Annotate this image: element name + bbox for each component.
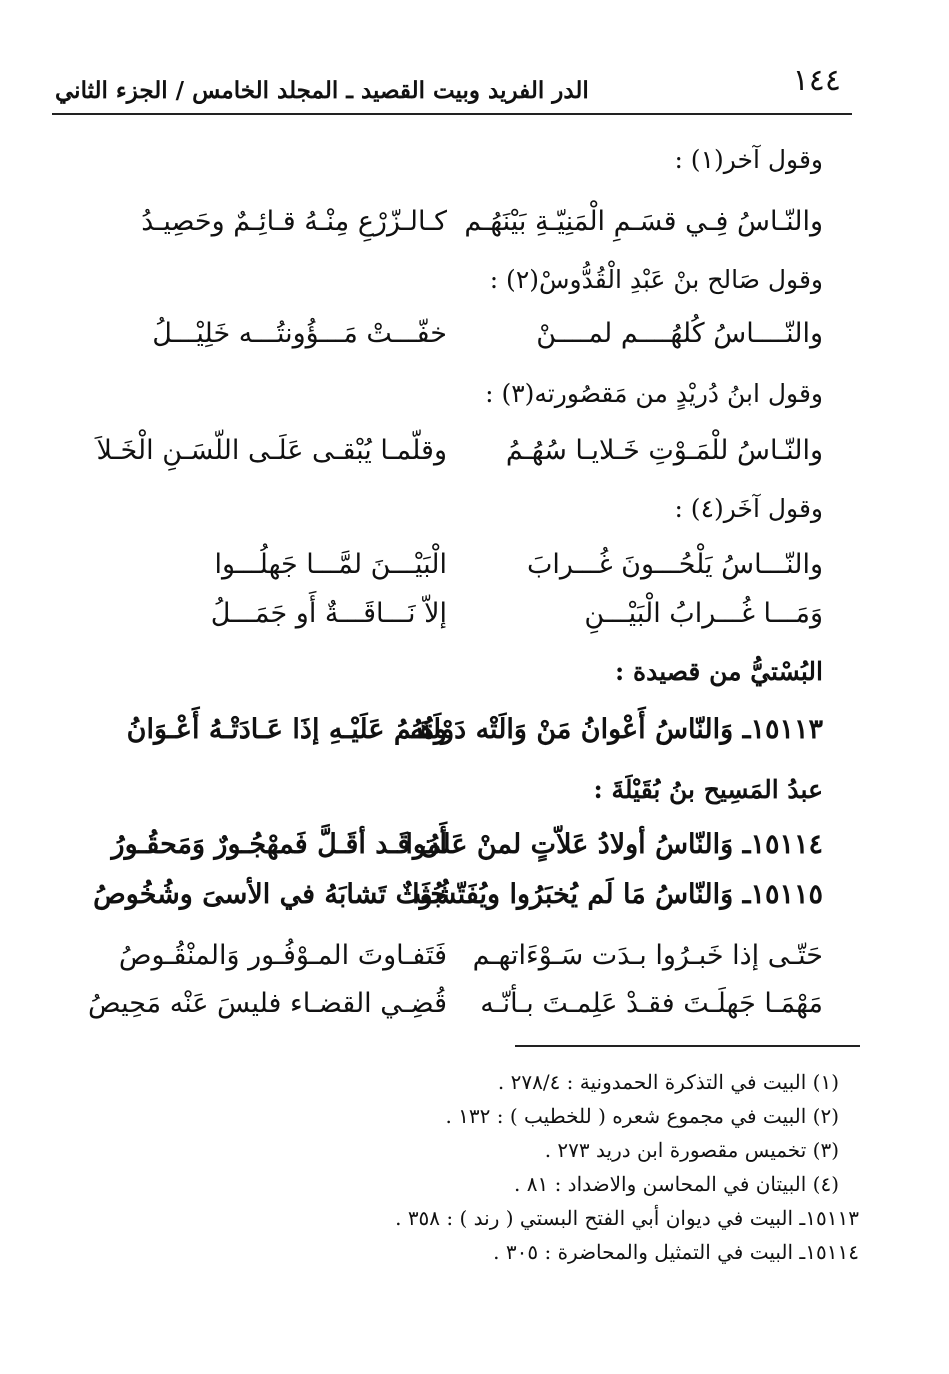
footnote: ١٥١١٣ـ البيت في ديوان أبي الفتح البستي ( رند ) : ٣٥٨ . [395,1206,859,1230]
verse-second-hemistich: فَتَفـاوتَ المـوْفُـور وَالمنْقُـوصُ [118,940,447,971]
verse-second-hemistich: جُثَثٌ تَشابَهُ في الأسىَ وشُخُوصُ [93,879,447,910]
verse-second-hemistich: أَن قَـد أقَـلَّ فَمهْجُـورٌ وَمَحقُـورُ [111,829,447,860]
page-number: ١٤٤ [792,63,841,98]
intro-line: عبدُ المَسِيح بنُ بُقَيْلَةَ : [593,775,823,804]
footnote-separator [515,1045,860,1047]
verse-first-hemistich: والنّــــاسُ كُلهُــــم لمــــنْ [536,318,823,349]
intro-line: البُسْتيُّ من قصيدة : [615,657,823,686]
running-title: الدر الفريد وبيت القصيد ـ المجلد الخامس / الجزء الثاني [55,77,589,104]
intro-line: وقول صَالح بنْ عَبْدِ الْقُدُّوسْ(٢) : [489,265,823,294]
header-rule [52,113,852,115]
verse-first-hemistich: والنّـاسُ للْمَـوْتِ خَـلايـا سُهُـمُ [505,435,823,466]
footnote: ١٥١١٤ـ البيت في التمثيل والمحاضرة : ٣٠٥ . [493,1240,859,1264]
verse-first-hemistich: والنّـاسُ فِـي قسَـمِ الْمَنِيّـةِ بَيْنَهُـم [464,206,823,237]
verse-first-hemistich: مَهْمَـا جَهلَـتَ فقـدْ عَلِمـتَ بـأنّـه [480,988,823,1019]
intro-line: وقول آخَر(٤) : [674,494,823,523]
verse-second-hemistich: خفّـــتْ مَـــؤُونتُـــه خَلِيْـــلُ [152,318,447,349]
footnote: (٢) البيت في مجموع شعره ( للخطيب ) : ١٣٢ . [445,1104,839,1128]
verse-second-hemistich: الْبَيْـــنَ لمَّـــا جَهلُـــوا [214,549,447,580]
verse-first-hemistich: ١٥١١٥ـ وَالنّاسُ مَا لَم يُخبَرُوا ويُفَتّشُوا [412,879,823,910]
verse-first-hemistich: وَمَـــا غُـــرابُ الْبَيْـــنِ [584,598,823,629]
verse-second-hemistich: وهَـمُ عَلَيْـهِ إذَا عَـادَتْـهُ أَعْـوَانُ [126,714,447,745]
verse-second-hemistich: وقلّمـا يُبْقـى عَلَـى اللّسَـنِ الْخَـلاَ [96,435,447,466]
verse-second-hemistich: إلاّ نَـــاقَـــةٌ أَو جَمَـــلُ [210,598,447,629]
footnote: (٤) البيتان في المحاسن والاضداد : ٨١ . [514,1172,839,1196]
verse-second-hemistich: قُضِـي القضـاء فليسَ عَنْه مَحِيصُ [88,988,447,1019]
footnote: (١) البيت في التذكرة الحمدونية : ٢٧٨/٤ . [497,1070,839,1094]
verse-first-hemistich: والنّـــاسُ يَلْحُـــونَ غُـــرابَ [526,549,823,580]
intro-line: وقول آخر(١) : [674,145,823,174]
verse-first-hemistich: حَتّـى إذا خَبـرُوا بـدَت سَـوْءَاتهـم [472,940,823,971]
verse-first-hemistich: ١٥١١٣ـ وَالنّاسُ أَعْوانُ مَنْ وَالَتْه دَوْلَتُهُ [410,714,823,745]
verse-second-hemistich: كـالـزّرْعِ مِنْـهُ قـائِـمٌ وحَصِيـدُ [141,206,447,237]
footnote: (٣) تخميس مقصورة ابن دريد ٢٧٣ . [544,1138,839,1162]
intro-line: وقول ابنُ دُريْدٍ من مَقصُورته(٣) : [485,379,823,408]
verse-first-hemistich: ١٥١١٤ـ وَالنّاسُ أولادُ عَلاّتٍ لمنْ عَلمُوا [405,829,823,860]
